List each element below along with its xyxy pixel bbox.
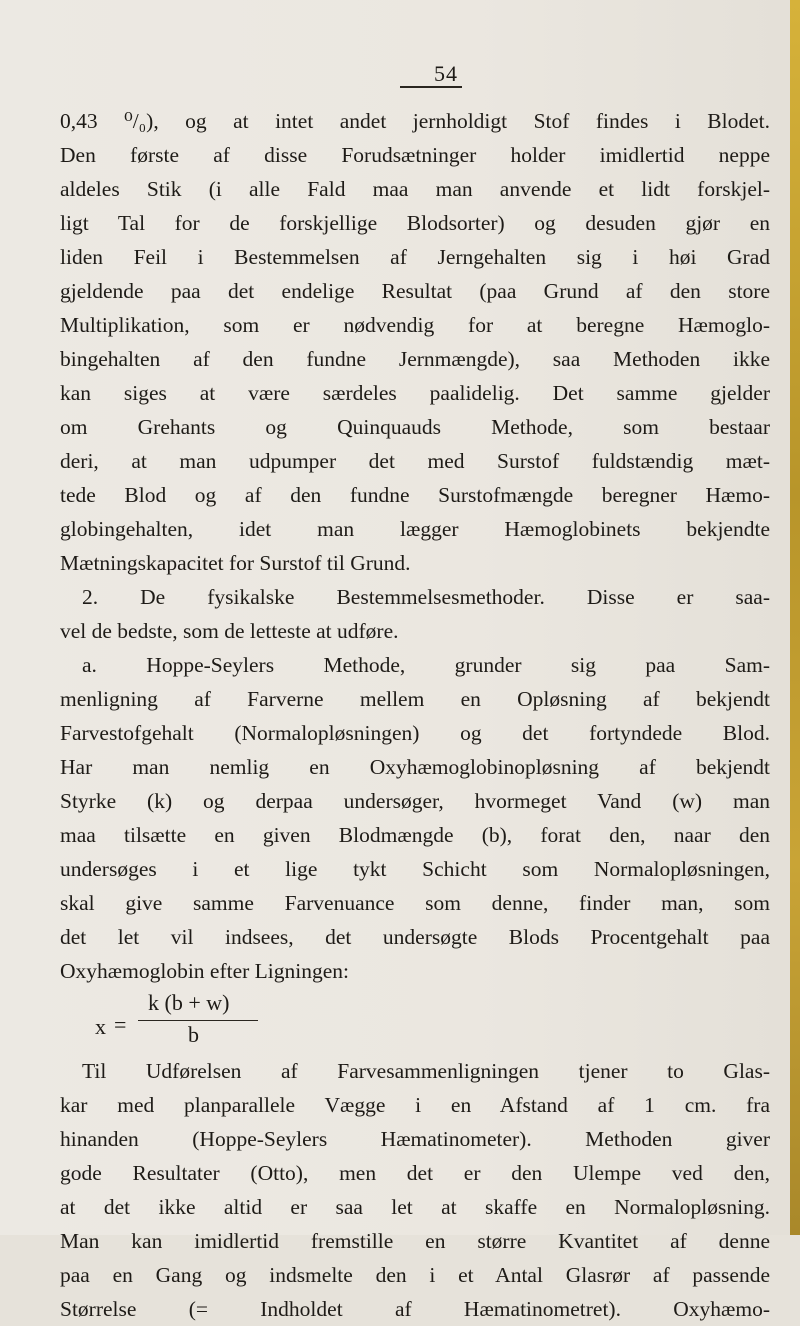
text-line: Styrke (k) og derpaa undersøger, hvormeget Vand (w) man bbox=[60, 789, 770, 813]
text-line: 0,43 ⁰/₀), og at intet andet jernholdigt Stof findes i Blodet. bbox=[60, 109, 770, 133]
text-line: liden Feil i Bestemmelsen af Jerngehalten sig i høi Grad bbox=[60, 245, 770, 269]
text-line: Farvestofgehalt (Normalopløsningen) og det fortyndede Blod. bbox=[60, 721, 770, 745]
text-line: paa en Gang og indsmelte den i et Antal Glasrør af passende bbox=[60, 1263, 770, 1287]
text-line: Den første af disse Forudsætninger holder imidlertid neppe bbox=[60, 143, 770, 167]
text-line: om Grehants og Quinquauds Methode, som bestaar bbox=[60, 415, 770, 439]
text-line: kan siges at være særdeles paalidelig. Det samme gjelder bbox=[60, 381, 770, 405]
text-line: deri, at man udpumper det med Surstof fuldstændig mæt- bbox=[60, 449, 770, 473]
text-line: gjeldende paa det endelige Resultat (paa Grund af den store bbox=[60, 279, 770, 303]
equation-equals: = bbox=[114, 1012, 127, 1037]
text-line: undersøges i et lige tykt Schicht som Normalopløsningen, bbox=[60, 857, 770, 881]
text-line: Til Udførelsen af Farvesammenligningen tjener to Glas- bbox=[82, 1059, 770, 1083]
text-line: Man kan imidlertid fremstille en større Kvantitet af denne bbox=[60, 1229, 770, 1253]
text-line: Har man nemlig en Oxyhæmoglobinopløsning af bekjendt bbox=[60, 755, 770, 779]
text-line: menligning af Farverne mellem en Opløsning af bekjendt bbox=[60, 687, 770, 711]
text-line: aldeles Stik (i alle Fald maa man anvende et lidt forskjel- bbox=[60, 177, 770, 201]
text-line: maa tilsætte en given Blodmængde (b), forat den, naar den bbox=[60, 823, 770, 847]
text-line: bingehalten af den fundne Jernmængde), saa Methoden ikke bbox=[60, 347, 770, 371]
text-line: gode Resultater (Otto), men det er den Ulempe ved den, bbox=[60, 1161, 770, 1185]
text-line: Oxyhæmoglobin efter Ligningen: bbox=[60, 959, 350, 983]
text-line: kar med planparallele Vægge i en Afstand af 1 cm. fra bbox=[60, 1093, 770, 1117]
text-line: globingehalten, idet man lægger Hæmoglobinets bekjendte bbox=[60, 517, 770, 541]
page-number: 54 bbox=[400, 62, 462, 88]
text-line: Størrelse (= Indholdet af Hæmatinometret). Oxyhæmo- bbox=[60, 1297, 770, 1321]
text-line: skal give samme Farvenuance som denne, finder man, som bbox=[60, 891, 770, 915]
page-edge-strip bbox=[790, 0, 800, 1235]
text-line: Multiplikation, som er nødvendig for at beregne Hæmoglo- bbox=[60, 313, 770, 337]
text-line: at det ikke altid er saa let at skaffe en Normalopløsning. bbox=[60, 1195, 770, 1219]
fraction-bar bbox=[138, 1020, 258, 1021]
text-line: ligt Tal for de forskjellige Blodsorter) og desuden gjør en bbox=[60, 211, 770, 235]
equation-numerator: k (b + w) bbox=[148, 990, 230, 1015]
text-line: Mætningskapacitet for Surstof til Grund. bbox=[60, 551, 411, 575]
subsection-line: a. Hoppe-Seylers Methode, grunder sig paa Sam- bbox=[82, 653, 770, 677]
equation-denominator: b bbox=[188, 1022, 199, 1047]
text-line: vel de bedste, som de letteste at udføre. bbox=[60, 619, 399, 643]
text-line: hinanden (Hoppe-Seylers Hæmatinometer). Methoden giver bbox=[60, 1127, 770, 1151]
text-line: det let vil indsees, det undersøgte Blods Procentgehalt paa bbox=[60, 925, 770, 949]
body-text bbox=[60, 104, 770, 1326]
equation bbox=[60, 988, 770, 1054]
text-line: tede Blod og af den fundne Surstofmængde beregner Hæmo- bbox=[60, 483, 770, 507]
equation-lhs: x bbox=[95, 1014, 106, 1039]
section-heading-line: 2. De fysikalske Bestemmelsesmethoder. Disse er saa- bbox=[82, 585, 770, 609]
